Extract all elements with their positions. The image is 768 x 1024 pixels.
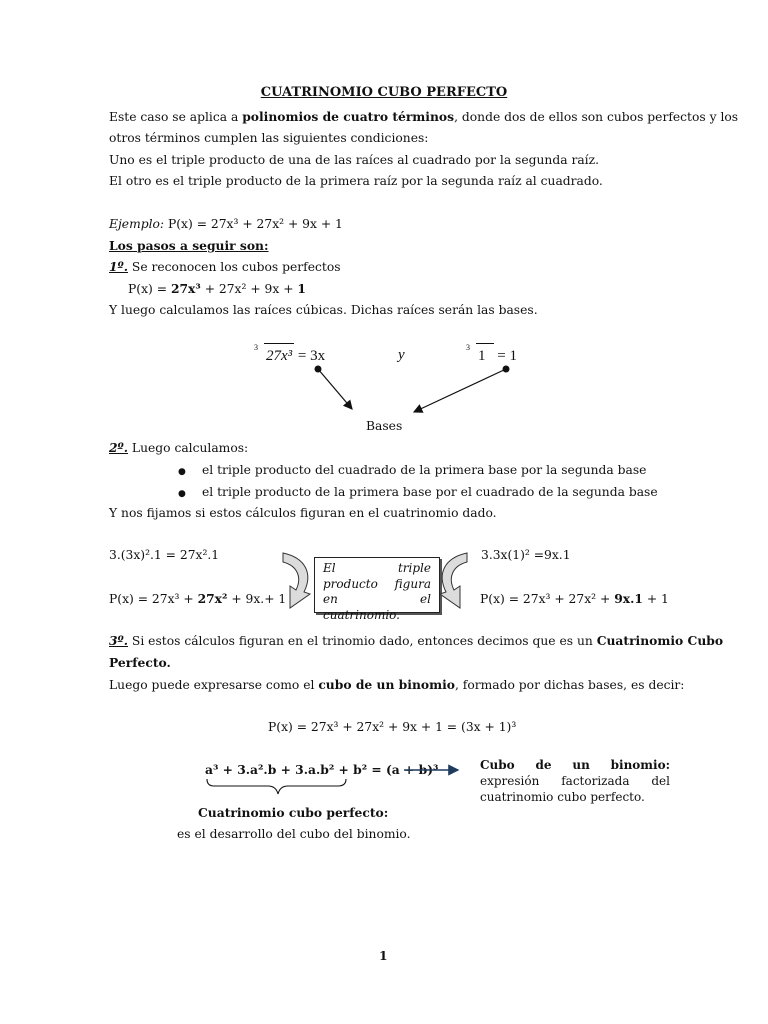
intro-line-2: otros términos cumplen las siguientes condiciones: [109, 131, 429, 145]
right-curved-arrow [440, 553, 467, 608]
bullet-1-text: el triple producto del cuadrado de la primera base por la segunda base [202, 463, 647, 477]
steps-heading: Los pasos a seguir son: [109, 238, 269, 253]
cube-formula: a³ + 3.a².b + 3.a.b² + b² = (a + b)³ [205, 762, 439, 777]
calc-left-top: 3.(3x)².1 = 27x².1 [109, 548, 220, 562]
triple-product-note-box: El triple producto figura en el cuatrinomio. [314, 557, 440, 613]
intro-line-4: El otro es el triple producto de la primera raíz por la segunda raíz al cuadrado. [109, 174, 603, 188]
bullet-icon: ● [178, 489, 186, 499]
step1-polynomial: P(x) = 27x³ + 27x² + 9x + 1 [128, 281, 306, 296]
left-base-arrow [318, 369, 352, 409]
right-radicand: 1 [476, 343, 494, 368]
bullet-2-text: el triple producto de la primera base por el cuadrado de la segunda base [202, 485, 658, 499]
example-line: Ejemplo: P(x) = 27x³ + 27x² + 9x + 1 [109, 217, 343, 231]
brace-label: Cuatrinomio cubo perfecto: [198, 805, 389, 820]
step3-line: 3º. Si estos cálculos figuran en el trinomio dado, entonces decimos que es un Cuatrinomio Cubo [109, 633, 724, 648]
step2-line: 2º. Luego calculamos: [109, 440, 249, 455]
step3-line-2: Perfecto. [109, 655, 171, 670]
calc-right-top: 3.3x(1)² =9x.1 [481, 548, 571, 562]
page-title: CUATRINOMIO CUBO PERFECTO [260, 85, 508, 100]
underbrace [207, 779, 346, 794]
step3-line-3: Luego puede expresarse como el cubo de un binomio, formado por dichas bases, es decir: [109, 677, 685, 692]
left-radicand: 27x³ [264, 343, 294, 368]
brace-sublabel: es el desarrollo del cubo del binomio. [177, 827, 411, 841]
cube-binomial-note: Cubo de un binomio: expresión factorizada del cuatrinomio cubo perfecto. [480, 758, 670, 804]
right-cube-root: $^3$1 = 1 [466, 343, 517, 370]
calc-left-bottom: P(x) = 27x³ + 27x² + 9x.+ 1 [109, 591, 287, 606]
intro-line-3: Uno es el triple producto de una de las raíces al cuadrado por la segunda raíz. [109, 153, 599, 167]
intro-line-1: Este caso se aplica a polinomios de cuatro términos, donde dos de ellos son cubos perfectos y los [109, 109, 739, 124]
step1-line: 1º. Se reconocen los cubos perfectos [109, 259, 341, 274]
left-cube-root: $^3$27x³ = 3x [254, 343, 325, 370]
bases-label: Bases [366, 419, 403, 433]
bullet-icon: ● [178, 467, 186, 477]
right-base-arrow [414, 369, 506, 412]
page-number: 1 [379, 948, 388, 963]
calc-right-bottom: P(x) = 27x³ + 27x² + 9x.1 + 1 [480, 591, 669, 606]
left-curved-arrow [283, 553, 310, 608]
result-equation: P(x) = 27x³ + 27x² + 9x + 1 = (3x + 1)³ [268, 720, 517, 734]
roots-connector: y [398, 347, 405, 363]
step2-after: Y nos fijamos si estos cálculos figuran en el cuatrinomio dado. [109, 506, 497, 520]
step1-after: Y luego calculamos las raíces cúbicas. Dichas raíces serán las bases. [109, 303, 538, 317]
